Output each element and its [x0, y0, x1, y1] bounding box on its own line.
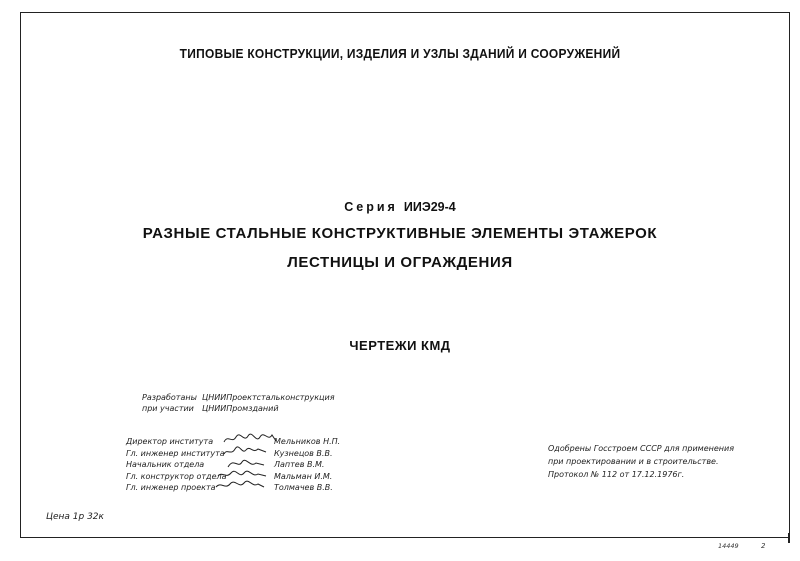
- staff-role: Гл. инженер института: [126, 448, 225, 458]
- drawings-label: ЧЕРТЕЖИ КМД: [349, 338, 451, 353]
- staff-role: Начальник отдела: [126, 460, 205, 469]
- staff-role: Гл. инженер проекта: [126, 483, 216, 492]
- developed-by-block: [142, 392, 335, 414]
- staff-role: Директор института: [126, 437, 214, 446]
- staff-name: Мельников Н.П.: [274, 437, 341, 446]
- staff-role: Гл. конструктор отдела: [126, 471, 227, 481]
- signature-project-engineer: [214, 478, 266, 492]
- developed-with-row: [142, 403, 335, 414]
- document-title-line2: ЛЕСТНИЦЫ И ОГРАЖДЕНИЯ: [287, 254, 513, 271]
- staff-name: Кузнецов В.В.: [274, 448, 333, 458]
- sheet-code: 14449: [718, 542, 739, 550]
- approval-block: [548, 442, 734, 481]
- developed-with-org: ЦНИИПромзданий: [202, 404, 279, 413]
- developed-by-org: ЦНИИПроектстальконструкция: [202, 393, 335, 402]
- frame-tick: [788, 533, 790, 543]
- developed-with-label: при участии: [142, 404, 194, 413]
- price-stamp: Цена 1р 32к: [46, 512, 104, 522]
- staff-name: Мальман И.М.: [274, 471, 333, 481]
- series-line: [0, 200, 800, 214]
- document-title-line1: РАЗНЫЕ СТАЛЬНЫЕ КОНСТРУКТИВНЫЕ ЭЛЕМЕНТЫ ЭТАЖЕРОК: [142, 225, 658, 242]
- developed-by-label: Разработаны: [142, 393, 197, 402]
- approval-line: при проектировании и в строительстве.: [548, 457, 719, 466]
- series-number: ИИЭ29-4: [403, 200, 456, 214]
- staff-name: Толмачев В.В.: [274, 483, 333, 492]
- sheet-number: 2: [761, 542, 766, 550]
- developed-by-row: [142, 392, 335, 403]
- approval-line: Одобрены Госстроем СССР для применения: [548, 444, 735, 453]
- staff-name: Лаптев В.М.: [274, 460, 325, 469]
- approval-protocol: Протокол № 112 от 17.12.1976г.: [548, 470, 685, 479]
- signature-director: [222, 432, 278, 446]
- series-label: Серия: [344, 200, 398, 214]
- header-title: ТИПОВЫЕ КОНСТРУКЦИИ, ИЗДЕЛИЯ И УЗЛЫ ЗДАНИЙ И СООРУЖЕНИЙ: [179, 46, 621, 61]
